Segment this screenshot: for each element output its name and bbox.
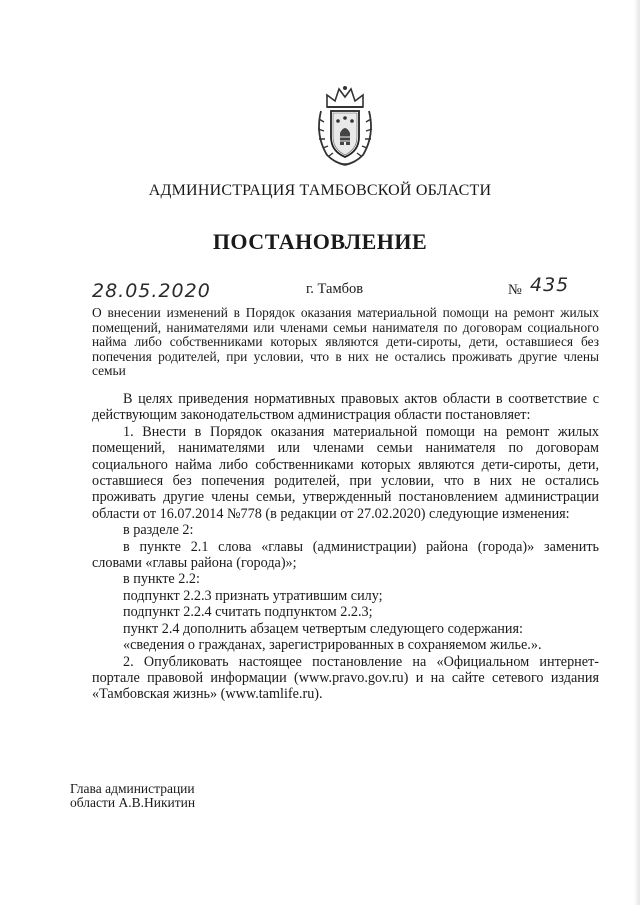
organization-name: АДМИНИСТРАЦИЯ ТАМБОВСКОЙ ОБЛАСТИ xyxy=(148,182,492,199)
subpoint-2-2-3-line: подпункт 2.2.3 признать утратившим силу; xyxy=(123,587,383,604)
section-2-line: в разделе 2: xyxy=(123,522,194,539)
item-1-paragraph: 1. Внести в Порядок оказания материальной помощи на ремонт жилых помещений, нанимателями или членами семьи нанимателя по договорам социального найма либо собственниками которых являются дети-сироты, дети, оставшиеся без попечения родителей, при условии, что в них не остались проживать другие члены семьи, утвержденный постановлением администрации области от 16.07.2014 №778 (в редакции от 27.02.2020) следующие изменения: xyxy=(92,423,599,522)
document-type-title: ПОСТАНОВЛЕНИЕ xyxy=(212,229,428,254)
document-body xyxy=(92,391,599,703)
point-2-4-line: пункт 2.4 дополнить абзацем четвертым следующего содержания: xyxy=(123,620,523,637)
item-2-paragraph: 2. Опубликовать настоящее постановление на «Официальном интернет-портале правовой информации (www.pravo.gov.ru) и на сайте сетевого издания «Тамбовская жизнь» (www.tamlife.ru). xyxy=(92,653,599,703)
document-city: г. Тамбов xyxy=(306,281,364,297)
signature-name: области А.В.Никитин xyxy=(70,795,196,810)
page-edge xyxy=(634,0,640,905)
document-subject: О внесении изменений в Порядок оказания материальной помощи на ремонт жилых помещений, нанимателями или членами семьи нанимателя по договорам социального найма либо собственниками которых являются дети-сироты, дети, оставшиеся без попечения родителей, при условии, что в них не остались проживать другие члены семьи xyxy=(92,305,599,379)
signature-title: Глава администрации xyxy=(70,781,195,796)
signature-block xyxy=(70,782,195,810)
tambov-coat-of-arms-icon xyxy=(313,85,377,167)
document-date: 28.05.2020 xyxy=(92,280,211,302)
number-sign: № xyxy=(508,282,522,298)
preamble-paragraph: В целях приведения нормативных правовых актов области в соответствие с действующим законодательством администрация области постановляет: xyxy=(92,391,599,424)
document-number: 435 xyxy=(530,274,570,296)
subpoint-2-2-4-line: подпункт 2.2.4 считать подпунктом 2.2.3; xyxy=(123,604,373,621)
point-2-2-line: в пункте 2.2: xyxy=(123,571,200,588)
point-2-4-quote: «сведения о гражданах, зарегистрированных в сохраняемом жилье.». xyxy=(123,637,542,654)
point-2-1-paragraph: в пункте 2.1 слова «главы (администрации) района (города)» заменить словами «главы района (города)»; xyxy=(92,538,599,572)
